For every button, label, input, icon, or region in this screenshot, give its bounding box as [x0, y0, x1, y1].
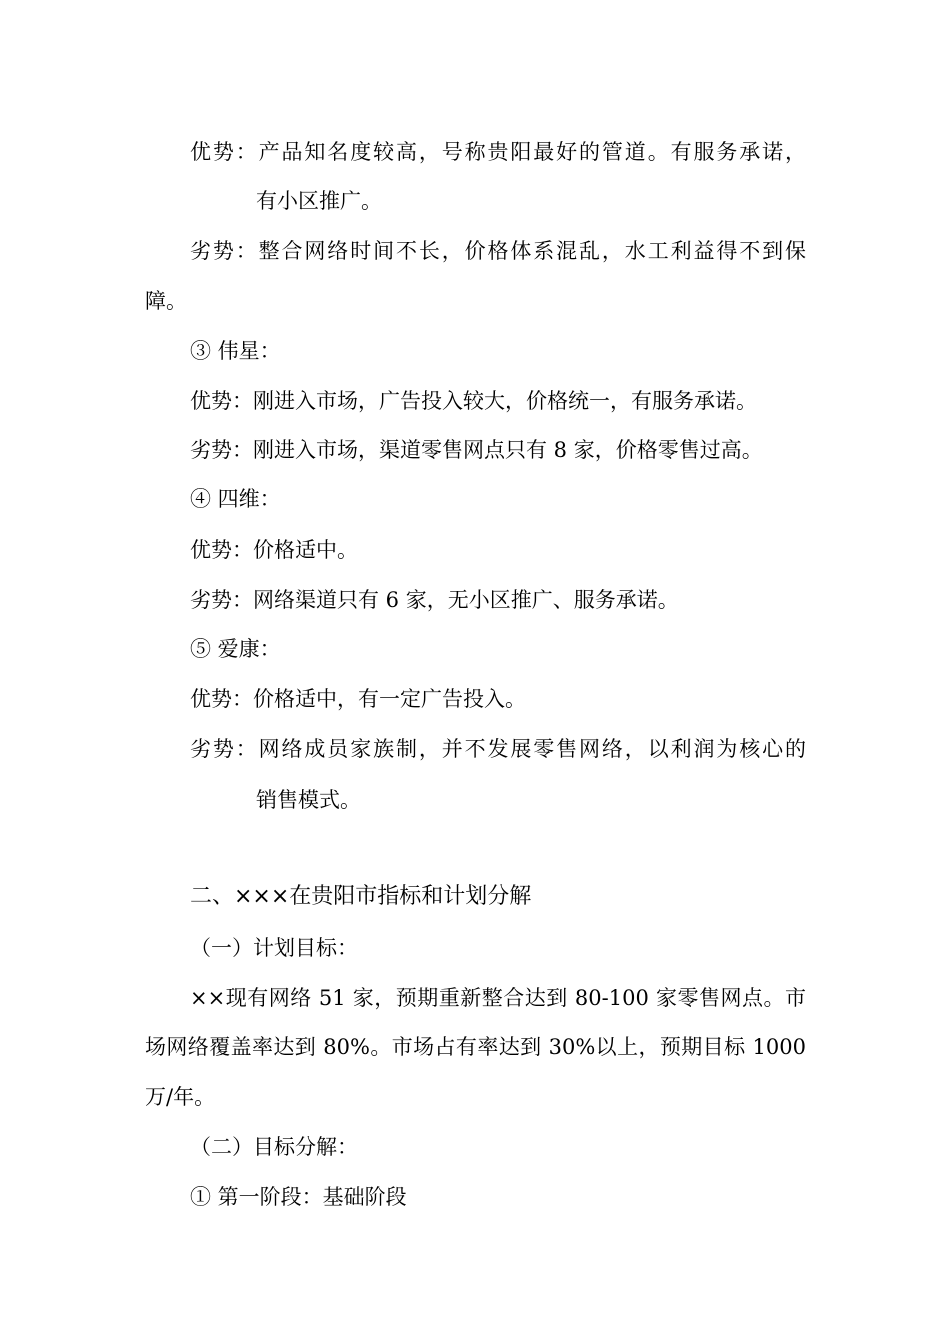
paragraph-line: 优势：价格适中。	[190, 538, 358, 562]
subsection-heading: （二）目标分解：	[190, 1135, 358, 1159]
paragraph-line: 万/年。	[145, 1085, 216, 1109]
paragraph-line: 优势：价格适中，有一定广告投入。	[190, 687, 526, 711]
paragraph-line: 障。	[145, 289, 187, 313]
list-item-label: ① 第一阶段：基础阶段	[190, 1185, 407, 1209]
paragraph-line: 劣势：网络成员家族制，并不发展零售网络，以利润为核心的	[190, 737, 806, 761]
subsection-heading: （一）计划目标：	[190, 936, 358, 960]
paragraph-line: ××现有网络 51 家，预期重新整合达到 80-100 家零售网点。市	[190, 986, 806, 1010]
paragraph-line: 场网络覆盖率达到 80%。市场占有率达到 30%以上，预期目标 1000	[145, 1035, 806, 1059]
list-item-label: ④ 四维：	[190, 487, 281, 511]
paragraph-line: 优势：产品知名度较高，号称贵阳最好的管道。有服务承诺，	[190, 140, 806, 164]
paragraph-line: 劣势：刚进入市场，渠道零售网点只有 8 家，价格零售过高。	[190, 438, 763, 462]
list-item-label: ⑤ 爱康：	[190, 637, 281, 661]
paragraph-line: 劣势：整合网络时间不长，价格体系混乱，水工利益得不到保	[190, 239, 806, 263]
section-heading: 二、×××在贵阳市指标和计划分解	[190, 884, 532, 909]
list-item-label: ③ 伟星：	[190, 339, 281, 363]
paragraph-line: 销售模式。	[256, 788, 361, 812]
paragraph-line: 有小区推广。	[256, 189, 382, 213]
paragraph-line: 优势：刚进入市场，广告投入较大，价格统一，有服务承诺。	[190, 389, 757, 413]
paragraph-line: 劣势：网络渠道只有 6 家，无小区推广、服务承诺。	[190, 588, 679, 612]
